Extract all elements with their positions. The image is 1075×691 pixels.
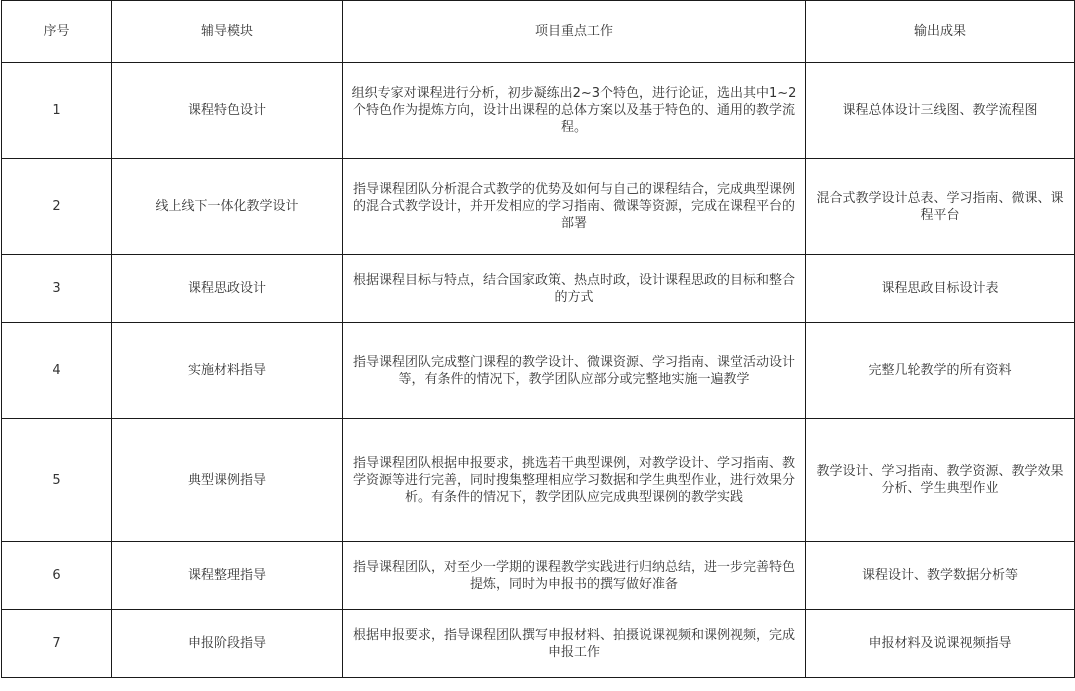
table-row [2,323,1075,419]
row-work: 指导课程团队根据申报要求，挑选若干典型课例，对教学设计、学习指南、教学资源等进行完善，同时搜集整理相应学习数据和学生典型作业，进行效果分析。有条件的情况下，教学团队应完成典型课例的教学实践 [343,419,806,542]
row-output: 课程设计、教学数据分析等 [806,542,1075,610]
row-module: 典型课例指导 [112,419,343,542]
row-work: 组织专家对课程进行分析，初步凝练出2~3个特色，进行论证，选出其中1~2个特色作为提炼方向，设计出课程的总体方案以及基于特色的、通用的教学流程。 [343,63,806,159]
table-row [2,63,1075,159]
table-row [2,542,1075,610]
row-output: 课程总体设计三线图、教学流程图 [806,63,1075,159]
header-module: 辅导模块 [112,1,343,63]
row-no: 2 [2,159,112,255]
row-work: 根据课程目标与特点，结合国家政策、热点时政，设计课程思政的目标和整合的方式 [343,255,806,323]
row-no: 7 [2,610,112,678]
row-module: 实施材料指导 [112,323,343,419]
row-output: 教学设计、学习指南、教学资源、教学效果分析、学生典型作业 [806,419,1075,542]
row-output: 申报材料及说课视频指导 [806,610,1075,678]
table-row [2,255,1075,323]
row-work: 指导课程团队完成整门课程的教学设计、微课资源、学习指南、课堂活动设计等，有条件的情况下，教学团队应部分或完整地实施一遍教学 [343,323,806,419]
row-module: 课程整理指导 [112,542,343,610]
row-output: 混合式教学设计总表、学习指南、微课、课程平台 [806,159,1075,255]
table-row [2,419,1075,542]
row-no: 3 [2,255,112,323]
row-no: 4 [2,323,112,419]
row-work: 根据申报要求，指导课程团队撰写申报材料、拍摄说课视频和课例视频，完成申报工作 [343,610,806,678]
row-no: 5 [2,419,112,542]
row-no: 6 [2,542,112,610]
guidance-table [1,0,1075,678]
header-no: 序号 [2,1,112,63]
row-output: 课程思政目标设计表 [806,255,1075,323]
header-output: 输出成果 [806,1,1075,63]
row-module: 课程思政设计 [112,255,343,323]
table-header-row [2,1,1075,63]
row-module: 课程特色设计 [112,63,343,159]
row-module: 线上线下一体化教学设计 [112,159,343,255]
row-work: 指导课程团队分析混合式教学的优势及如何与自己的课程结合，完成典型课例的混合式教学设计，并开发相应的学习指南、微课等资源，完成在课程平台的部署 [343,159,806,255]
header-work: 项目重点工作 [343,1,806,63]
row-work: 指导课程团队，对至少一学期的课程教学实践进行归纳总结，进一步完善特色提炼，同时为申报书的撰写做好准备 [343,542,806,610]
row-no: 1 [2,63,112,159]
table-row [2,610,1075,678]
row-module: 申报阶段指导 [112,610,343,678]
table-row [2,159,1075,255]
row-output: 完整几轮教学的所有资料 [806,323,1075,419]
